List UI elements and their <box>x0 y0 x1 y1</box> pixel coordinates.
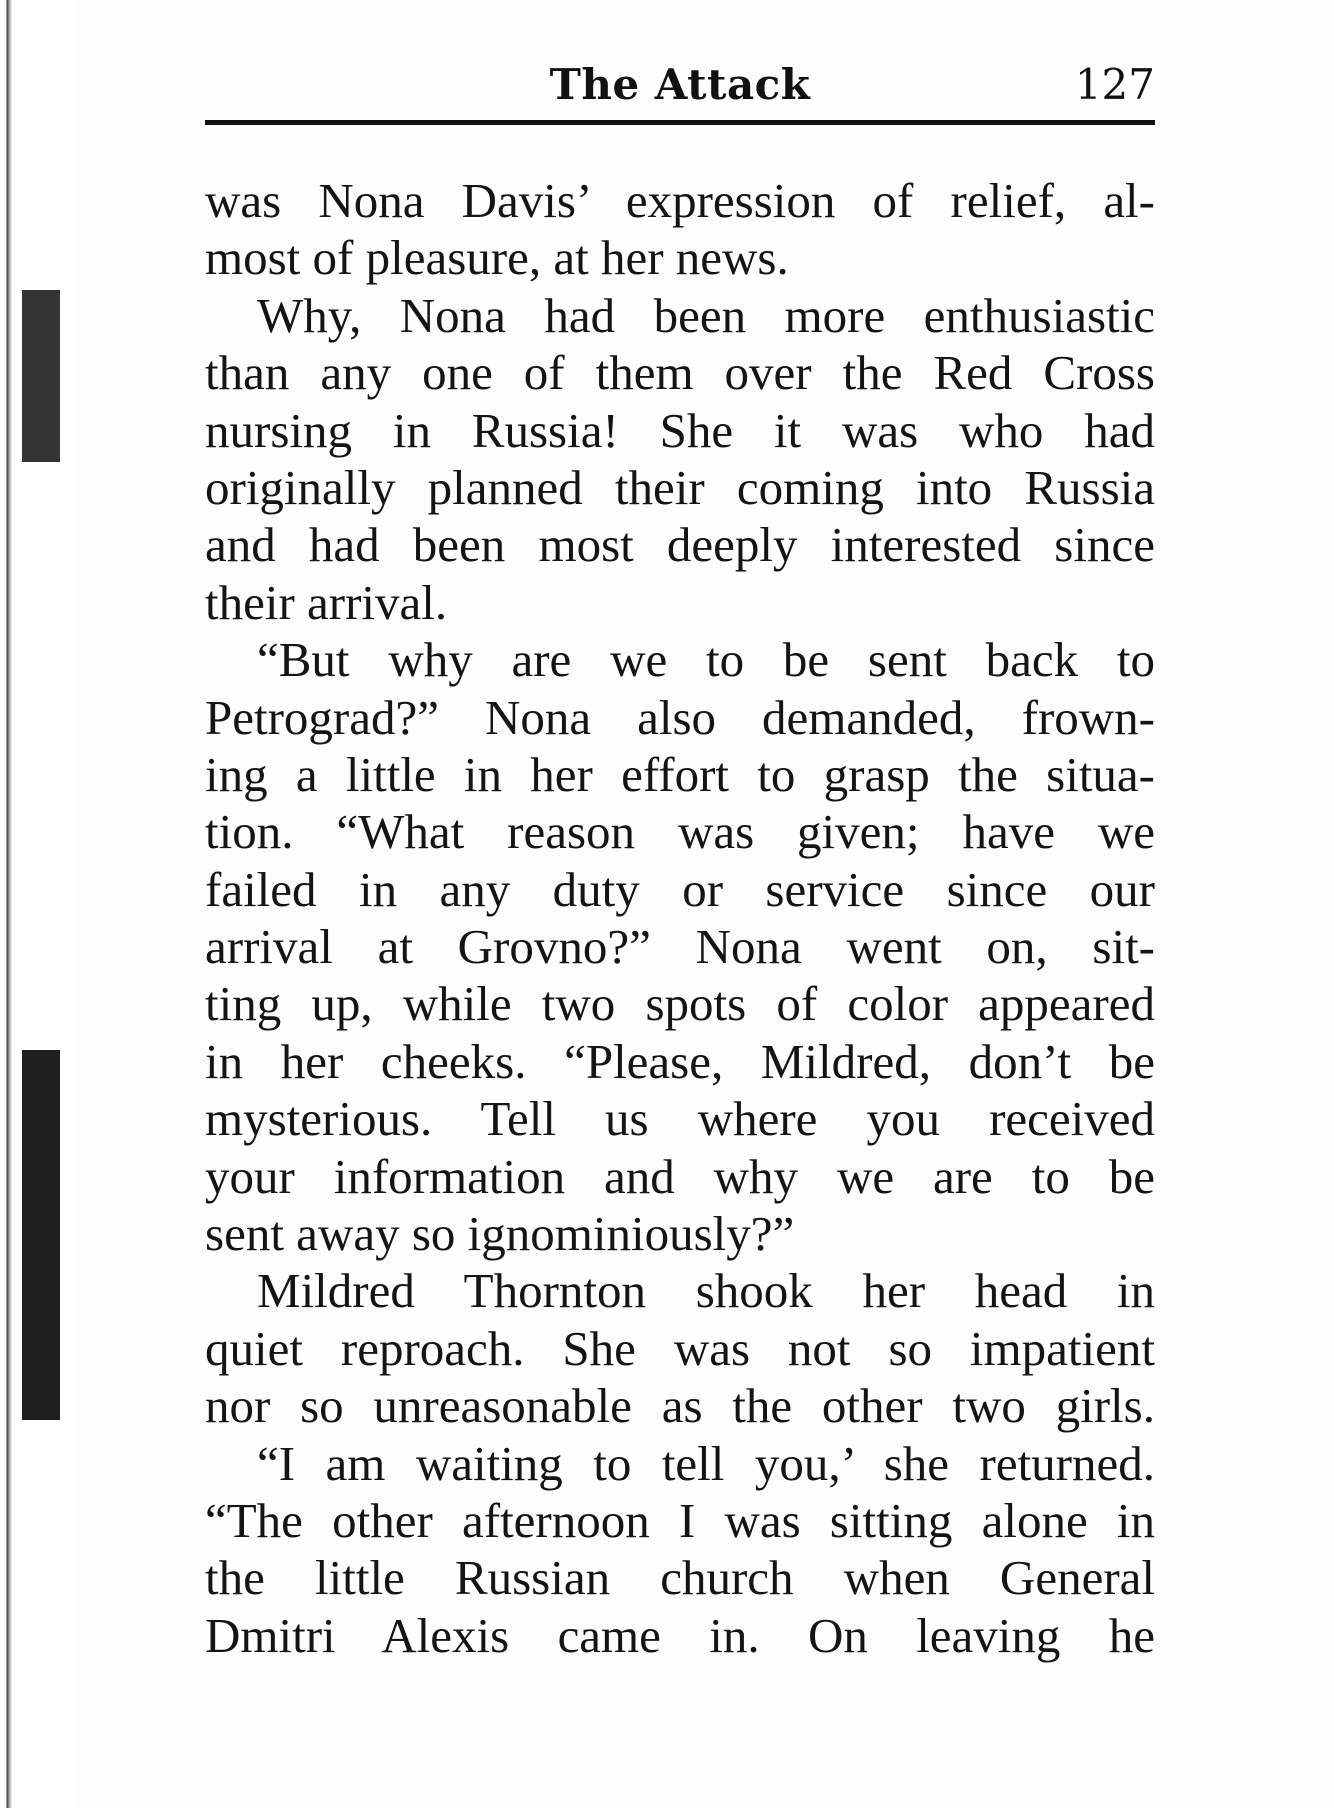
scan-shadow <box>22 1050 60 1420</box>
text-line: “I am waiting to tell you,’ she returned. <box>257 1435 1155 1491</box>
text-line: was Nona Davis’ expression of relief, al- <box>205 173 1155 228</box>
text-line: nursing in Russia! She it was who had <box>205 402 1155 458</box>
text-line: ting up, while two spots of color appeared <box>205 976 1155 1032</box>
text-line: Why, Nona had been more enthusiastic <box>257 287 1155 343</box>
text-line: ing a little in her effort to grasp the situa- <box>205 746 1155 802</box>
text-line: in her cheeks. “Please, Mildred, don’t be <box>205 1033 1155 1089</box>
text-line: quiet reproach. She was not so impatient <box>205 1320 1155 1376</box>
text-line: your information and why we are to be <box>205 1148 1155 1204</box>
text-line: most of pleasure, at her news. <box>205 230 789 286</box>
text-line: arrival at Grovno?” Nona went on, sit- <box>205 919 1155 975</box>
text-line: the little Russian church when General <box>205 1550 1155 1606</box>
text-line: tion. “What reason was given; have we <box>205 804 1155 860</box>
text-line: Mildred Thornton shook her head in <box>257 1263 1155 1319</box>
text-line: Petrograd?” Nona also demanded, frown- <box>205 689 1155 745</box>
chapter-title: The Attack <box>549 60 811 109</box>
text-line: failed in any duty or service since our <box>205 861 1155 917</box>
text-line: originally planned their coming into Russia <box>205 459 1155 515</box>
text-line: “The other afternoon I was sitting alone in <box>205 1492 1155 1548</box>
text-line: than any one of them over the Red Cross <box>205 345 1155 401</box>
binding-edge <box>0 0 78 1808</box>
text-line: and had been most deeply interested since <box>205 517 1155 573</box>
text-line: nor so unreasonable as the other two girls. <box>205 1378 1155 1434</box>
text-line: “But why are we to be sent back to <box>257 632 1155 688</box>
scan-shadow <box>22 290 60 462</box>
text-line: Dmitri Alexis came in. On leaving he <box>205 1607 1155 1663</box>
header-rule <box>205 120 1155 125</box>
page-number: 127 <box>1074 60 1155 109</box>
text-line: their arrival. <box>205 574 448 630</box>
text-line: sent away so ignominiously?” <box>205 1206 795 1262</box>
running-header <box>205 52 1155 118</box>
text-line: mysterious. Tell us where you received <box>205 1091 1155 1147</box>
body-text <box>205 172 1155 1664</box>
